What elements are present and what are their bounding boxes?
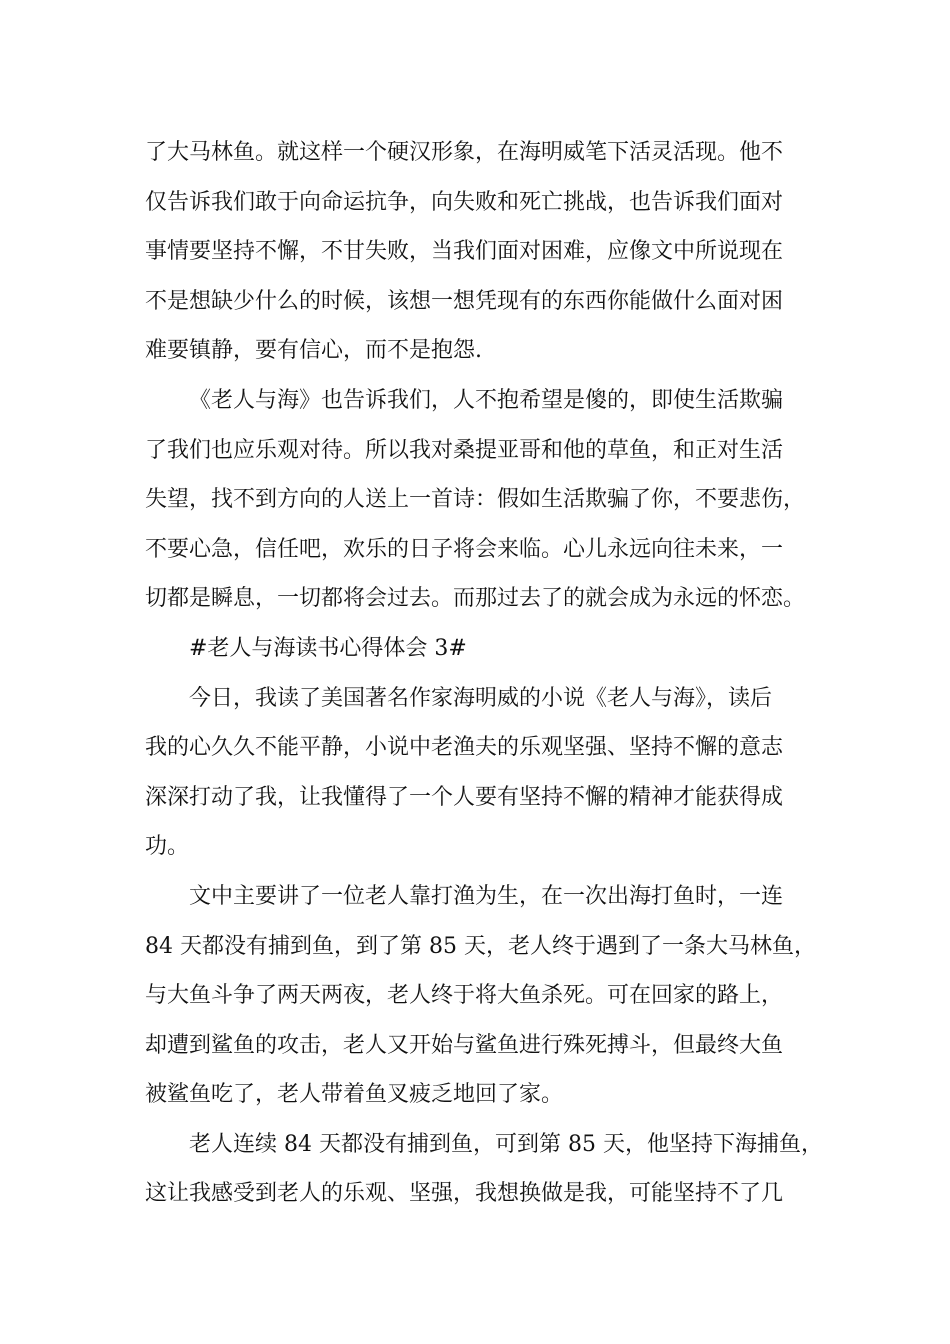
paragraph-1 xyxy=(145,128,825,376)
text-line: 深深打动了我，让我懂得了一个人要有坚持不懈的精神才能获得成 xyxy=(145,784,784,810)
text-line: 《老人与海》也告诉我们，人不抱希望是傻的，即使生活欺骗 xyxy=(189,387,784,413)
text-line: 今日，我读了美国著名作家海明威的小说《老人与海》，读后 xyxy=(189,685,773,711)
paragraph-4 xyxy=(145,872,825,1120)
text-line: 了大马林鱼。就这样一个硬汉形象，在海明威笔下活灵活现。他不 xyxy=(145,140,784,165)
paragraph-5 xyxy=(145,1120,825,1219)
text-line: 了我们也应乐观对待。所以我对桑提亚哥和他的草鱼，和正对生活 xyxy=(145,437,784,463)
text-line: 不是想缺少什么的时候，该想一想凭现有的东西你能做什么面对困 xyxy=(145,288,784,314)
text-line: 却遭到鲨鱼的攻击，老人又开始与鲨鱼进行殊死搏斗，但最终大鱼 xyxy=(145,1032,784,1058)
document-body xyxy=(145,128,825,1219)
paragraph-3 xyxy=(145,674,825,872)
text-line: 与大鱼斗争了两天两夜，老人终于将大鱼杀死。可在回家的路上， xyxy=(145,983,784,1009)
text-line: 老人连续 84 天都没有捕到鱼，可到第 85 天，他坚持下海捕鱼， xyxy=(189,1131,823,1157)
text-line: 事情要坚持不懈，不甘失败，当我们面对困难，应像文中所说现在 xyxy=(145,239,784,265)
text-line: 切都是瞬息，一切都将会过去。而那过去了的就会成为永远的怀恋。 xyxy=(145,586,806,612)
text-line: 这让我感受到老人的乐观、坚强，我想换做是我，可能坚持不了几 xyxy=(145,1181,784,1207)
section-heading: #老人与海读书心得体会 3# xyxy=(189,635,467,661)
text-line: 仅告诉我们敢于向命运抗争，向失败和死亡挑战，也告诉我们面对 xyxy=(145,189,784,215)
text-line: 失望，找不到方向的人送上一首诗：假如生活欺骗了你，不要悲伤， xyxy=(145,487,806,513)
text-line: 难要镇静，要有信心，而不是抱怨. xyxy=(145,338,482,364)
text-line: 84 天都没有捕到鱼，到了第 85 天，老人终于遇到了一条大马林鱼， xyxy=(145,933,816,959)
text-line: 文中主要讲了一位老人靠打渔为生，在一次出海打鱼时，一连 xyxy=(189,883,784,909)
text-line: 功。 xyxy=(145,834,190,860)
text-line: 被鲨鱼吃了，老人带着鱼叉疲乏地回了家。 xyxy=(145,1082,564,1108)
text-line: 我的心久久不能平静，小说中老渔夫的乐观坚强、坚持不懈的意志 xyxy=(145,735,784,761)
text-line: 不要心急，信任吧，欢乐的日子将会来临。心儿永远向往未来，一 xyxy=(145,536,784,562)
paragraph-2 xyxy=(145,376,825,624)
